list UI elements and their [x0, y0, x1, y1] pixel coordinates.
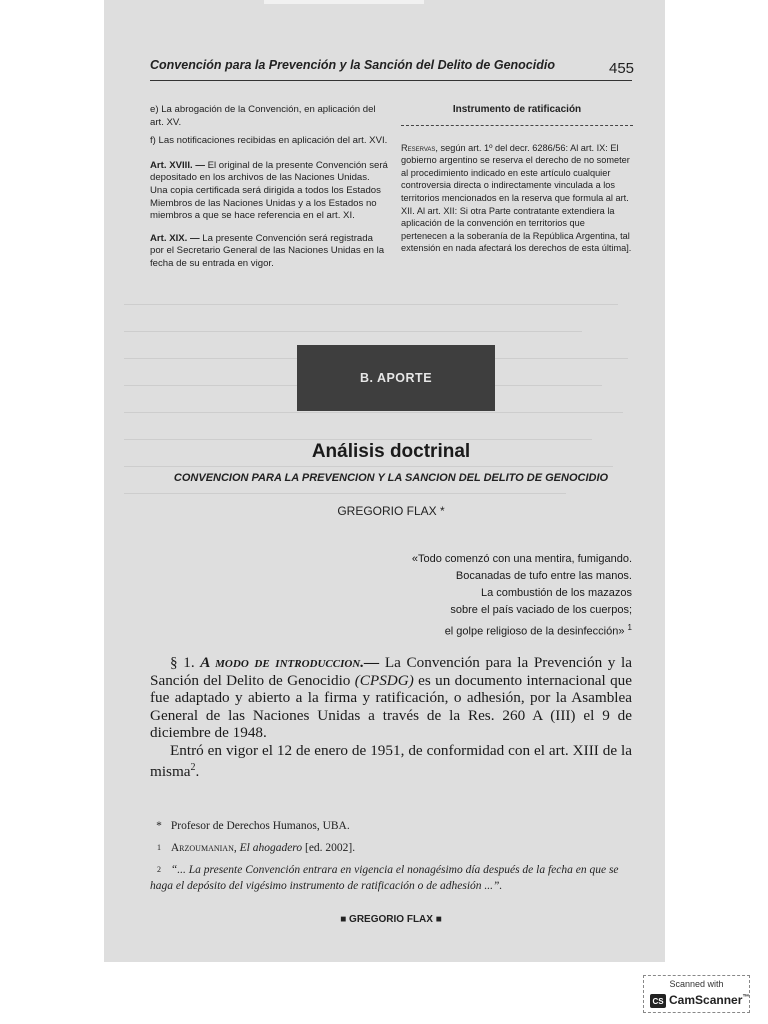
footnotes: [150, 818, 632, 900]
paragraph-1: [150, 654, 632, 742]
epigraph-line: «Todo comenzó con una mentira, fumigando.: [411, 553, 632, 565]
paragraph-2-text: Entró en vigor el 12 de enero de 1951, de conformidad con el art. XIII de la misma: [150, 741, 632, 781]
footnote-mark: 2: [157, 865, 161, 874]
footnote-star: [150, 818, 632, 834]
epigraph: [304, 551, 632, 641]
footnote-ref-1: 1: [627, 623, 632, 632]
section-number: § 1.: [170, 654, 195, 671]
right-column: [401, 104, 633, 255]
article-xix: [150, 233, 388, 271]
article-xix-label: Art. XIX. —: [150, 232, 200, 244]
epigraph-line: [304, 619, 632, 641]
reservations-paragraph: [401, 142, 633, 255]
header-rule: [150, 80, 632, 81]
cpsdg-abbreviation: (CPSDG): [354, 671, 414, 689]
page-footer: ■ GREGORIO FLAX ■: [340, 914, 442, 925]
article-xviii-text: El original de la presente Convención será depositado en los archivos de las Naciones Unidas. Una copia certificada será dirigida a todos los Estados Miembros de las Naciones Unidas y a los Estados no miembros a que se hace referencia en el art. XI.: [150, 159, 388, 222]
paragraph-2: [150, 742, 632, 781]
scanned-book-page: [104, 0, 665, 962]
epigraph-line: La combustión de los mazazos: [480, 587, 632, 599]
camscanner-watermark: [643, 975, 750, 1013]
watermark-brand-name: CamScanner: [669, 993, 743, 1007]
footnote-author: Arzoumanian,: [170, 842, 237, 854]
footnote-text: “... La presente Convención entrara en vigencia el nonagésimo día después de la fecha en que se haga el depósito del vigésimo instrumento de ratificación o de adhesión ...”.: [150, 864, 619, 892]
footnote-mark: *: [156, 820, 162, 832]
camscanner-logo-icon: CS: [650, 994, 666, 1008]
page-number: 455: [609, 60, 635, 77]
article-author: GREGORIO FLAX *: [337, 504, 445, 518]
footnote-2: [150, 862, 632, 894]
section-heading: A modo de introduccion.—: [200, 654, 380, 671]
footnote-title: El ahogadero: [239, 842, 303, 854]
list-item-e: e) La abrogación de la Convención, en aplicación del art. XV.: [150, 104, 376, 128]
footnote-mark: 1: [157, 843, 161, 852]
epigraph-last-line: el golpe religioso de la desinfección»: [444, 625, 625, 638]
article-xviii-label: Art. XVIII. —: [150, 159, 205, 171]
instrument-heading: Instrumento de ratificación: [452, 104, 582, 115]
paragraph-1-text-a: La Convención para la Prevención y la Sanción del Delito de Genocidio: [150, 654, 632, 689]
article-body: [150, 654, 632, 781]
article-xviii: [150, 160, 388, 223]
paragraph-2-end: .: [195, 763, 200, 781]
epigraph-line: sobre el país vaciado de los cuerpos;: [450, 604, 632, 616]
left-column: [150, 104, 388, 277]
footnote-edition: [ed. 2002].: [304, 842, 356, 854]
dashed-separator: [401, 125, 633, 126]
section-banner-label: B. APORTE: [359, 371, 433, 385]
watermark-caption: Scanned with: [669, 979, 724, 989]
watermark-brand: [669, 993, 749, 1007]
section-banner: [297, 345, 495, 411]
reservations-text: según art. 1º del decr. 6286/56: Al art. IX: El gobierno argentino se reserva el derecho de no someter al procedimiento indicado en este artículo cualquier controversia directa o indirectamente vinculada a los territorios mencionados en la reserva que formula al art. XII. Al art. XII: Si otra Parte contratante extendiera la aplicación de la convención en territorios que pertenecen a la soberanía de la República Argentina, tal extensión en nada afectará los derechos de esta última].: [401, 142, 632, 254]
article-subtitle: CONVENCION PARA LA PREVENCION Y LA SANCION DEL DELITO DE GENOCIDIO: [173, 472, 609, 484]
running-header-title: Convención para la Prevención y la Sanción del Delito de Genocidio: [150, 58, 555, 72]
page-edge-strip: [264, 0, 424, 4]
footnote-text: Profesor de Derechos Humanos, UBA.: [170, 820, 350, 832]
footnote-ref-2: 2: [190, 762, 196, 773]
epigraph-line: Bocanadas de tufo entre las manos.: [455, 570, 632, 582]
trademark-mark: ™: [742, 994, 750, 1001]
article-title: Análisis doctrinal: [311, 441, 471, 462]
paragraph-1-text-b: es un documento internacional que fue adaptado y abierto a la firma y ratificación, o adhesión, por la Asamblea General de las Naciones Unidas a través de la Res. 260 A (III) el 9 de diciembre de 1948.: [150, 671, 633, 741]
footnote-1: [150, 840, 632, 856]
article-xix-text: La presente Convención será registrada por el Secretario General de las Naciones Unidas en la fecha de su entrada en vigor.: [150, 232, 385, 269]
list-item-f: f) Las notificaciones recibidas en aplicación del art. XVI.: [150, 135, 388, 147]
reservations-label: Reservas,: [401, 142, 438, 153]
